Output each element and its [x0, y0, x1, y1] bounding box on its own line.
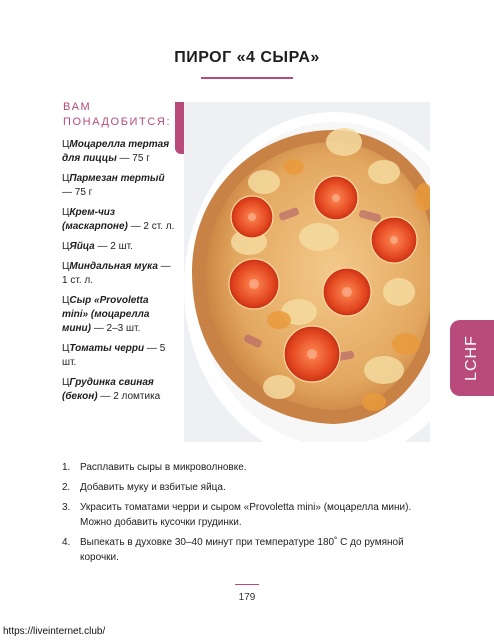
- step-number: 1.: [62, 462, 71, 473]
- bullet-mark: Ц: [62, 295, 70, 306]
- page-number: 179: [238, 592, 256, 603]
- step-item: [62, 535, 432, 565]
- bullet-mark: Ц: [62, 343, 70, 354]
- ingredient-amount: — 75 г: [62, 187, 93, 198]
- ingredient-name: Миндальная мука: [69, 261, 158, 272]
- ingredient-item: [62, 260, 177, 288]
- ingredient-name: Томаты черри: [69, 343, 145, 354]
- bullet-mark: Ц: [62, 241, 70, 252]
- pie-photo: [184, 102, 430, 442]
- step-number: 3.: [62, 502, 71, 513]
- step-item: [62, 500, 432, 530]
- title-underline: [201, 77, 293, 79]
- ingredient-amount: — 5 шт.: [62, 343, 166, 368]
- ingredient-item: [62, 294, 177, 336]
- lchf-tab-label: LCHF: [463, 335, 480, 381]
- ingredient-amount: — 2–3 шт.: [90, 323, 141, 334]
- ingredient-amount: — 1 ст. л.: [62, 261, 171, 286]
- ingredient-item: [62, 376, 177, 404]
- ingredient-name: Яйца: [69, 241, 95, 252]
- bullet-mark: Ц: [62, 139, 70, 150]
- step-text: Украсить томатами черри и сыром «Provoletta mini» (моцарелла мини). Можно добавить кусочки грудинки.: [80, 502, 412, 528]
- ingredient-item: [62, 240, 177, 254]
- lchf-side-tab: [450, 320, 494, 396]
- step-item: [62, 480, 432, 495]
- bullet-mark: Ц: [62, 173, 70, 184]
- ingredient-name: Сыр «Provoletta mini» (моцарелла мини): [62, 295, 150, 334]
- steps-list: [62, 460, 432, 570]
- ingredients-list: [62, 138, 177, 410]
- ingredient-amount: — 75 г: [116, 153, 150, 164]
- ingredient-name: Грудинка свиная (бекон): [62, 377, 154, 402]
- step-text: Выпекать в духовке 30–40 минут при температуре 180˚ С до румяной корочки.: [80, 537, 404, 563]
- ingredient-name: Пармезан тертый: [69, 173, 165, 184]
- bullet-mark: Ц: [62, 207, 70, 218]
- step-number: 4.: [62, 537, 71, 548]
- source-url: https://liveinternet.club/: [3, 626, 106, 637]
- ingredients-heading: ВАМ ПОНАДОБИТСЯ:: [63, 101, 172, 128]
- step-number: 2.: [62, 482, 71, 493]
- step-text: Добавить муку и взбитые яйца.: [80, 482, 226, 493]
- step-text: Расплавить сыры в микроволновке.: [80, 462, 247, 473]
- ingredient-item: [62, 138, 177, 166]
- ingredient-name: Моцарелла тертая для пиццы: [62, 139, 170, 164]
- step-item: [62, 460, 432, 475]
- ingredient-amount: — 2 ломтика: [97, 391, 161, 402]
- ingredient-item: [62, 342, 177, 370]
- ingredient-amount: — 2 шт.: [94, 241, 133, 252]
- page-number-rule: [235, 584, 259, 585]
- ingredient-amount: — 2 ст. л.: [127, 221, 175, 232]
- pie-illustration: [184, 102, 430, 442]
- ingredient-name: Крем-чиз (маскарпоне): [62, 207, 128, 232]
- recipe-title: ПИРОГ «4 СЫРА»: [174, 49, 320, 66]
- bullet-mark: Ц: [62, 377, 70, 388]
- ingredient-item: [62, 172, 177, 200]
- bullet-mark: Ц: [62, 261, 70, 272]
- ingredient-item: [62, 206, 177, 234]
